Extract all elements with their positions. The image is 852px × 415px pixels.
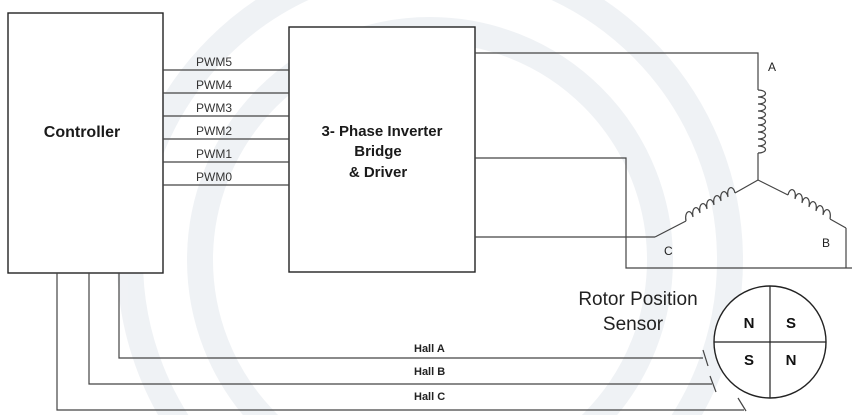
pwm2-label: PWM2 [196,124,232,138]
rotor-sensor-disc [714,286,826,398]
hall-c-sensor-tick [738,398,746,411]
coil-a [758,90,766,153]
coil-c-lead-inner [735,180,758,193]
phase-c-label: C [664,244,673,258]
sensor-title-line1: Rotor Position [578,289,698,310]
pwm3-label: PWM3 [196,101,232,115]
inverter-label-line2: Bridge [354,143,402,160]
coil-b-lead-inner [758,180,788,195]
inverter-label-line1: 3- Phase Inverter [321,123,443,140]
pwm5-label: PWM5 [196,55,232,69]
pwm1-label: PWM1 [196,147,232,161]
controller-block [8,13,163,273]
hall-c-label: Hall C [414,391,446,403]
pole-bottom-right: N [785,352,797,369]
pwm4-label: PWM4 [196,78,232,92]
coil-b [788,190,830,219]
pole-top-left: N [743,315,755,332]
controller-label: Controller [43,124,121,141]
hall-b-label: Hall B [414,366,446,378]
hall-a-label: Hall A [414,343,445,355]
coil-b-lead-outer [830,219,846,228]
sensor-title-line2: Sensor [602,314,664,335]
pole-top-right: S [785,315,797,332]
pole-bottom-left: S [743,352,755,369]
phase-a-label: A [768,60,777,74]
inverter-label-line3: & Driver [348,164,408,181]
pwm0-label: PWM0 [196,170,232,184]
phase-b-label: B [822,236,831,250]
